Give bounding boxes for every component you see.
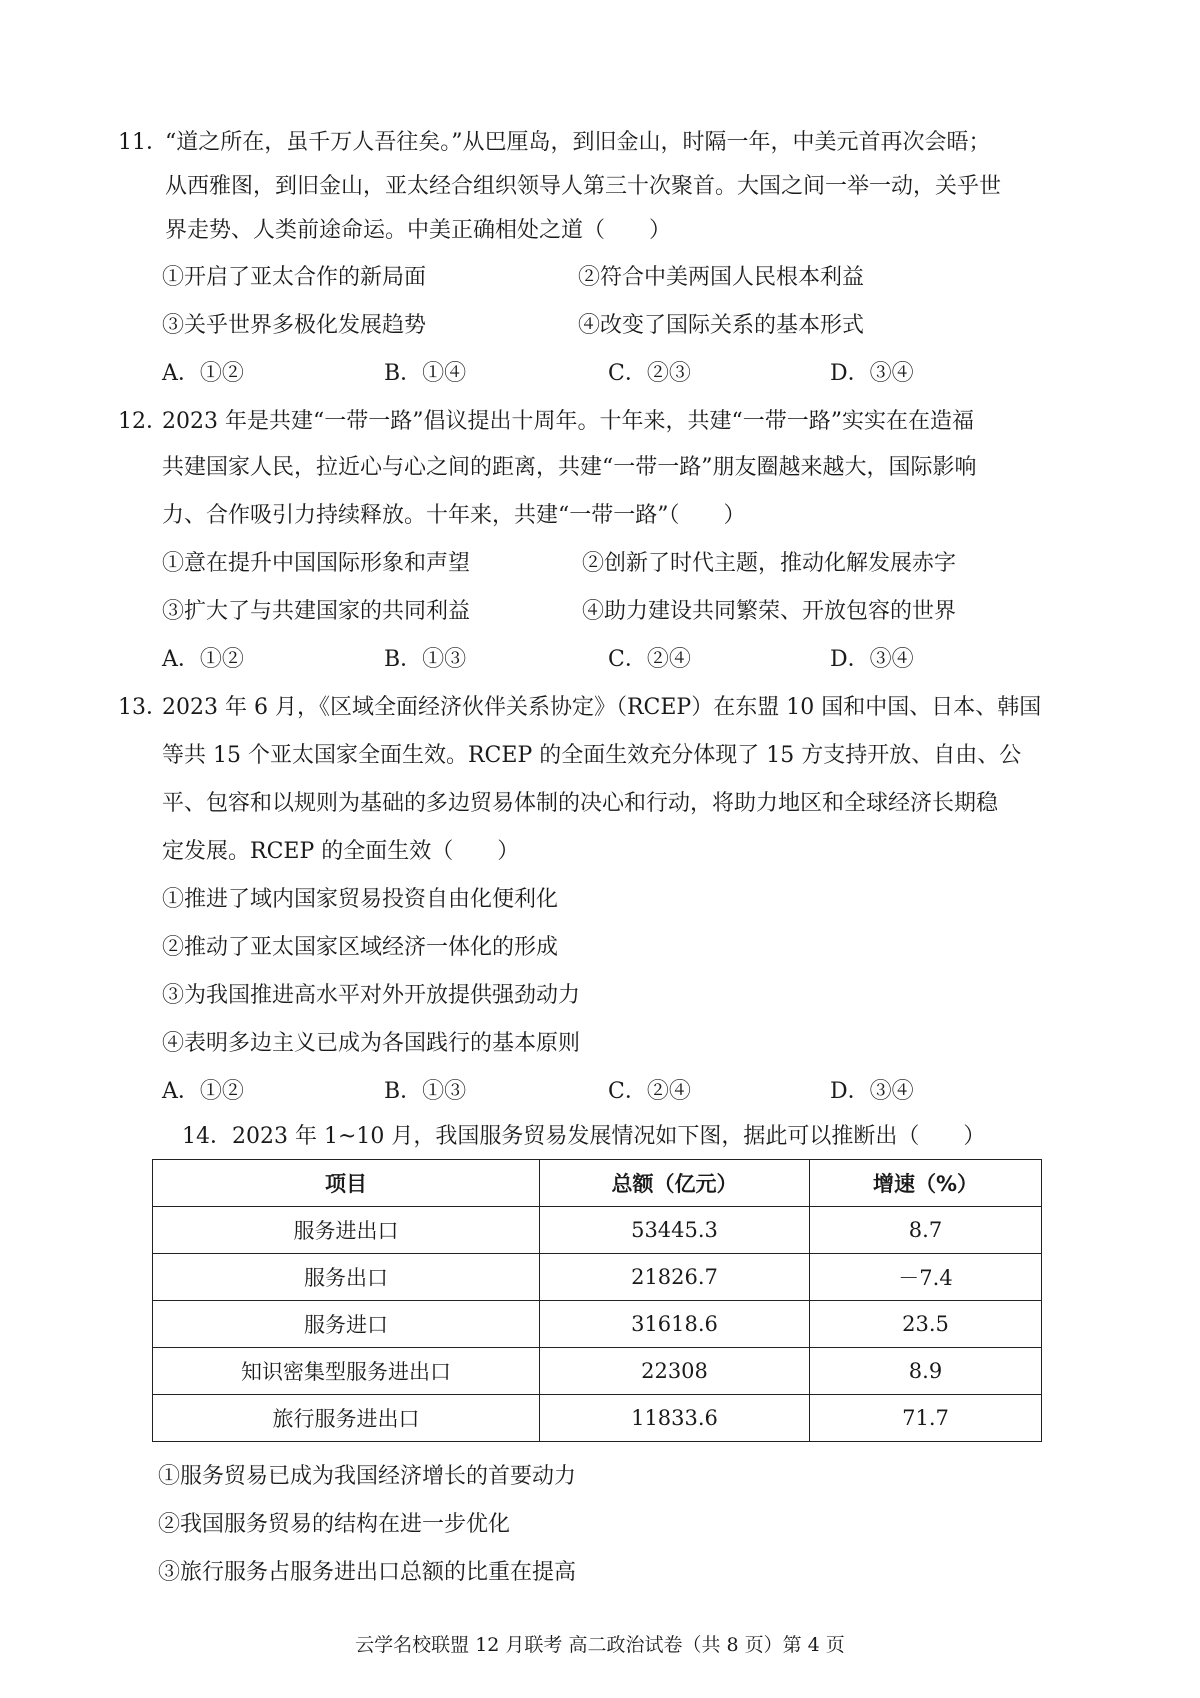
table-cell-item: 旅行服务进出口 xyxy=(153,1395,540,1442)
q14-option-2: ②我国服务贸易的结构在进一步优化 xyxy=(158,1512,511,1537)
q13-stem-line-3: 平、包容和以规则为基础的多边贸易体制的决心和行动，将助力地区和全球经济长期稳 xyxy=(162,791,999,816)
table-header-row xyxy=(153,1160,1042,1207)
q13-stem-line-4: 定发展。RCEP 的全面生效（ ） xyxy=(162,839,520,864)
table-cell-total: 21826.7 xyxy=(540,1254,810,1301)
table-row xyxy=(153,1395,1042,1442)
q14-option-1: ①服务贸易已成为我国经济增长的首要动力 xyxy=(158,1464,577,1489)
q11-stem-line-2: 从西雅图，到旧金山，亚太经合组织领导人第三十次聚首。大国之间一举一动，关乎世 xyxy=(165,174,1002,199)
table-cell-growth: 8.7 xyxy=(810,1207,1042,1254)
q11-option-4: ④改变了国际关系的基本形式 xyxy=(578,313,865,338)
q13-option-4: ④表明多边主义已成为各国践行的基本原则 xyxy=(162,1031,581,1056)
table-cell-growth: 8.9 xyxy=(810,1348,1042,1395)
q12-number: 12． xyxy=(118,409,168,434)
q13-number: 13． xyxy=(118,695,168,720)
table-row xyxy=(153,1301,1042,1348)
q11-stem-line-3: 界走势、人类前途命运。中美正确相处之道（ ） xyxy=(165,218,672,243)
table-header-growth: 增速（%） xyxy=(810,1160,1042,1207)
table-cell-item: 知识密集型服务进出口 xyxy=(153,1348,540,1395)
q11-option-1: ①开启了亚太合作的新局面 xyxy=(162,265,427,290)
table-header-total: 总额（亿元） xyxy=(540,1160,810,1207)
q11-stem-line-1: “道之所在，虽千万人吾往矣。”从巴厘岛，到旧金山，时隔一年，中美元首再次会晤； xyxy=(165,130,991,155)
q13-choice-c: C．②④ xyxy=(608,1079,691,1104)
q12-option-3: ③扩大了与共建国家的共同利益 xyxy=(162,599,471,624)
table-cell-item: 服务进出口 xyxy=(153,1207,540,1254)
q14-stem: 14．2023 年 1~10 月，我国服务贸易发展情况如下图，据此可以推断出（ ） xyxy=(182,1124,986,1149)
q11-option-3: ③关乎世界多极化发展趋势 xyxy=(162,313,427,338)
q12-option-1: ①意在提升中国国际形象和声望 xyxy=(162,551,471,576)
table-cell-item: 服务进口 xyxy=(153,1301,540,1348)
table-row xyxy=(153,1207,1042,1254)
q13-option-3: ③为我国推进高水平对外开放提供强劲动力 xyxy=(162,983,581,1008)
q12-choice-b: B．①③ xyxy=(384,647,467,672)
table-cell-total: 11833.6 xyxy=(540,1395,810,1442)
table-cell-growth: 23.5 xyxy=(810,1301,1042,1348)
table-row xyxy=(153,1348,1042,1395)
q12-option-2: ②创新了时代主题，推动化解发展赤字 xyxy=(582,551,957,576)
q12-stem-line-1: 2023 年是共建“一带一路”倡议提出十周年。十年来，共建“一带一路”实实在在造福 xyxy=(162,409,974,434)
q11-choice-b: B．①④ xyxy=(384,361,467,386)
q13-option-2: ②推动了亚太国家区域经济一体化的形成 xyxy=(162,935,559,960)
q13-stem-line-2: 等共 15 个亚太国家全面生效。RCEP 的全面生效充分体现了 15 方支持开放、自由、公 xyxy=(162,743,1022,768)
q13-option-1: ①推进了域内国家贸易投资自由化便利化 xyxy=(162,887,559,912)
page-footer: 云学名校联盟 12 月联考 高二政治试卷（共 8 页）第 4 页 xyxy=(355,1634,845,1656)
q13-choice-b: B．①③ xyxy=(384,1079,467,1104)
table-cell-total: 31618.6 xyxy=(540,1301,810,1348)
q11-option-2: ②符合中美两国人民根本利益 xyxy=(578,265,865,290)
table-cell-growth: －7.4 xyxy=(810,1254,1042,1301)
service-trade-table xyxy=(152,1159,1042,1442)
table-cell-total: 53445.3 xyxy=(540,1207,810,1254)
q13-choice-a: A．①② xyxy=(162,1079,244,1104)
q14-option-3: ③旅行服务占服务进出口总额的比重在提高 xyxy=(158,1560,577,1585)
q12-choice-a: A．①② xyxy=(162,647,244,672)
q12-stem-line-2: 共建国家人民，拉近心与心之间的距离，共建“一带一路”朋友圈越来越大，国际影响 xyxy=(162,455,977,480)
q12-choice-d: D．③④ xyxy=(830,647,914,672)
q12-stem-line-3: 力、合作吸引力持续释放。十年来，共建“一带一路”（ ） xyxy=(162,503,746,528)
q11-choice-c: C．②③ xyxy=(608,361,691,386)
q13-stem-line-1: 2023 年 6 月，《区域全面经济伙伴关系协定》（RCEP）在东盟 10 国和中国、日本、韩国 xyxy=(162,695,1042,720)
table-cell-growth: 71.7 xyxy=(810,1395,1042,1442)
table-row xyxy=(153,1254,1042,1301)
q11-choice-a: A．①② xyxy=(162,361,244,386)
q11-number: 11． xyxy=(118,130,168,155)
q12-choice-c: C．②④ xyxy=(608,647,691,672)
q13-choice-d: D．③④ xyxy=(830,1079,914,1104)
table-cell-item: 服务出口 xyxy=(153,1254,540,1301)
table-header-item: 项目 xyxy=(153,1160,540,1207)
q12-option-4: ④助力建设共同繁荣、开放包容的世界 xyxy=(582,599,957,624)
table-cell-total: 22308 xyxy=(540,1348,810,1395)
q11-choice-d: D．③④ xyxy=(830,361,914,386)
